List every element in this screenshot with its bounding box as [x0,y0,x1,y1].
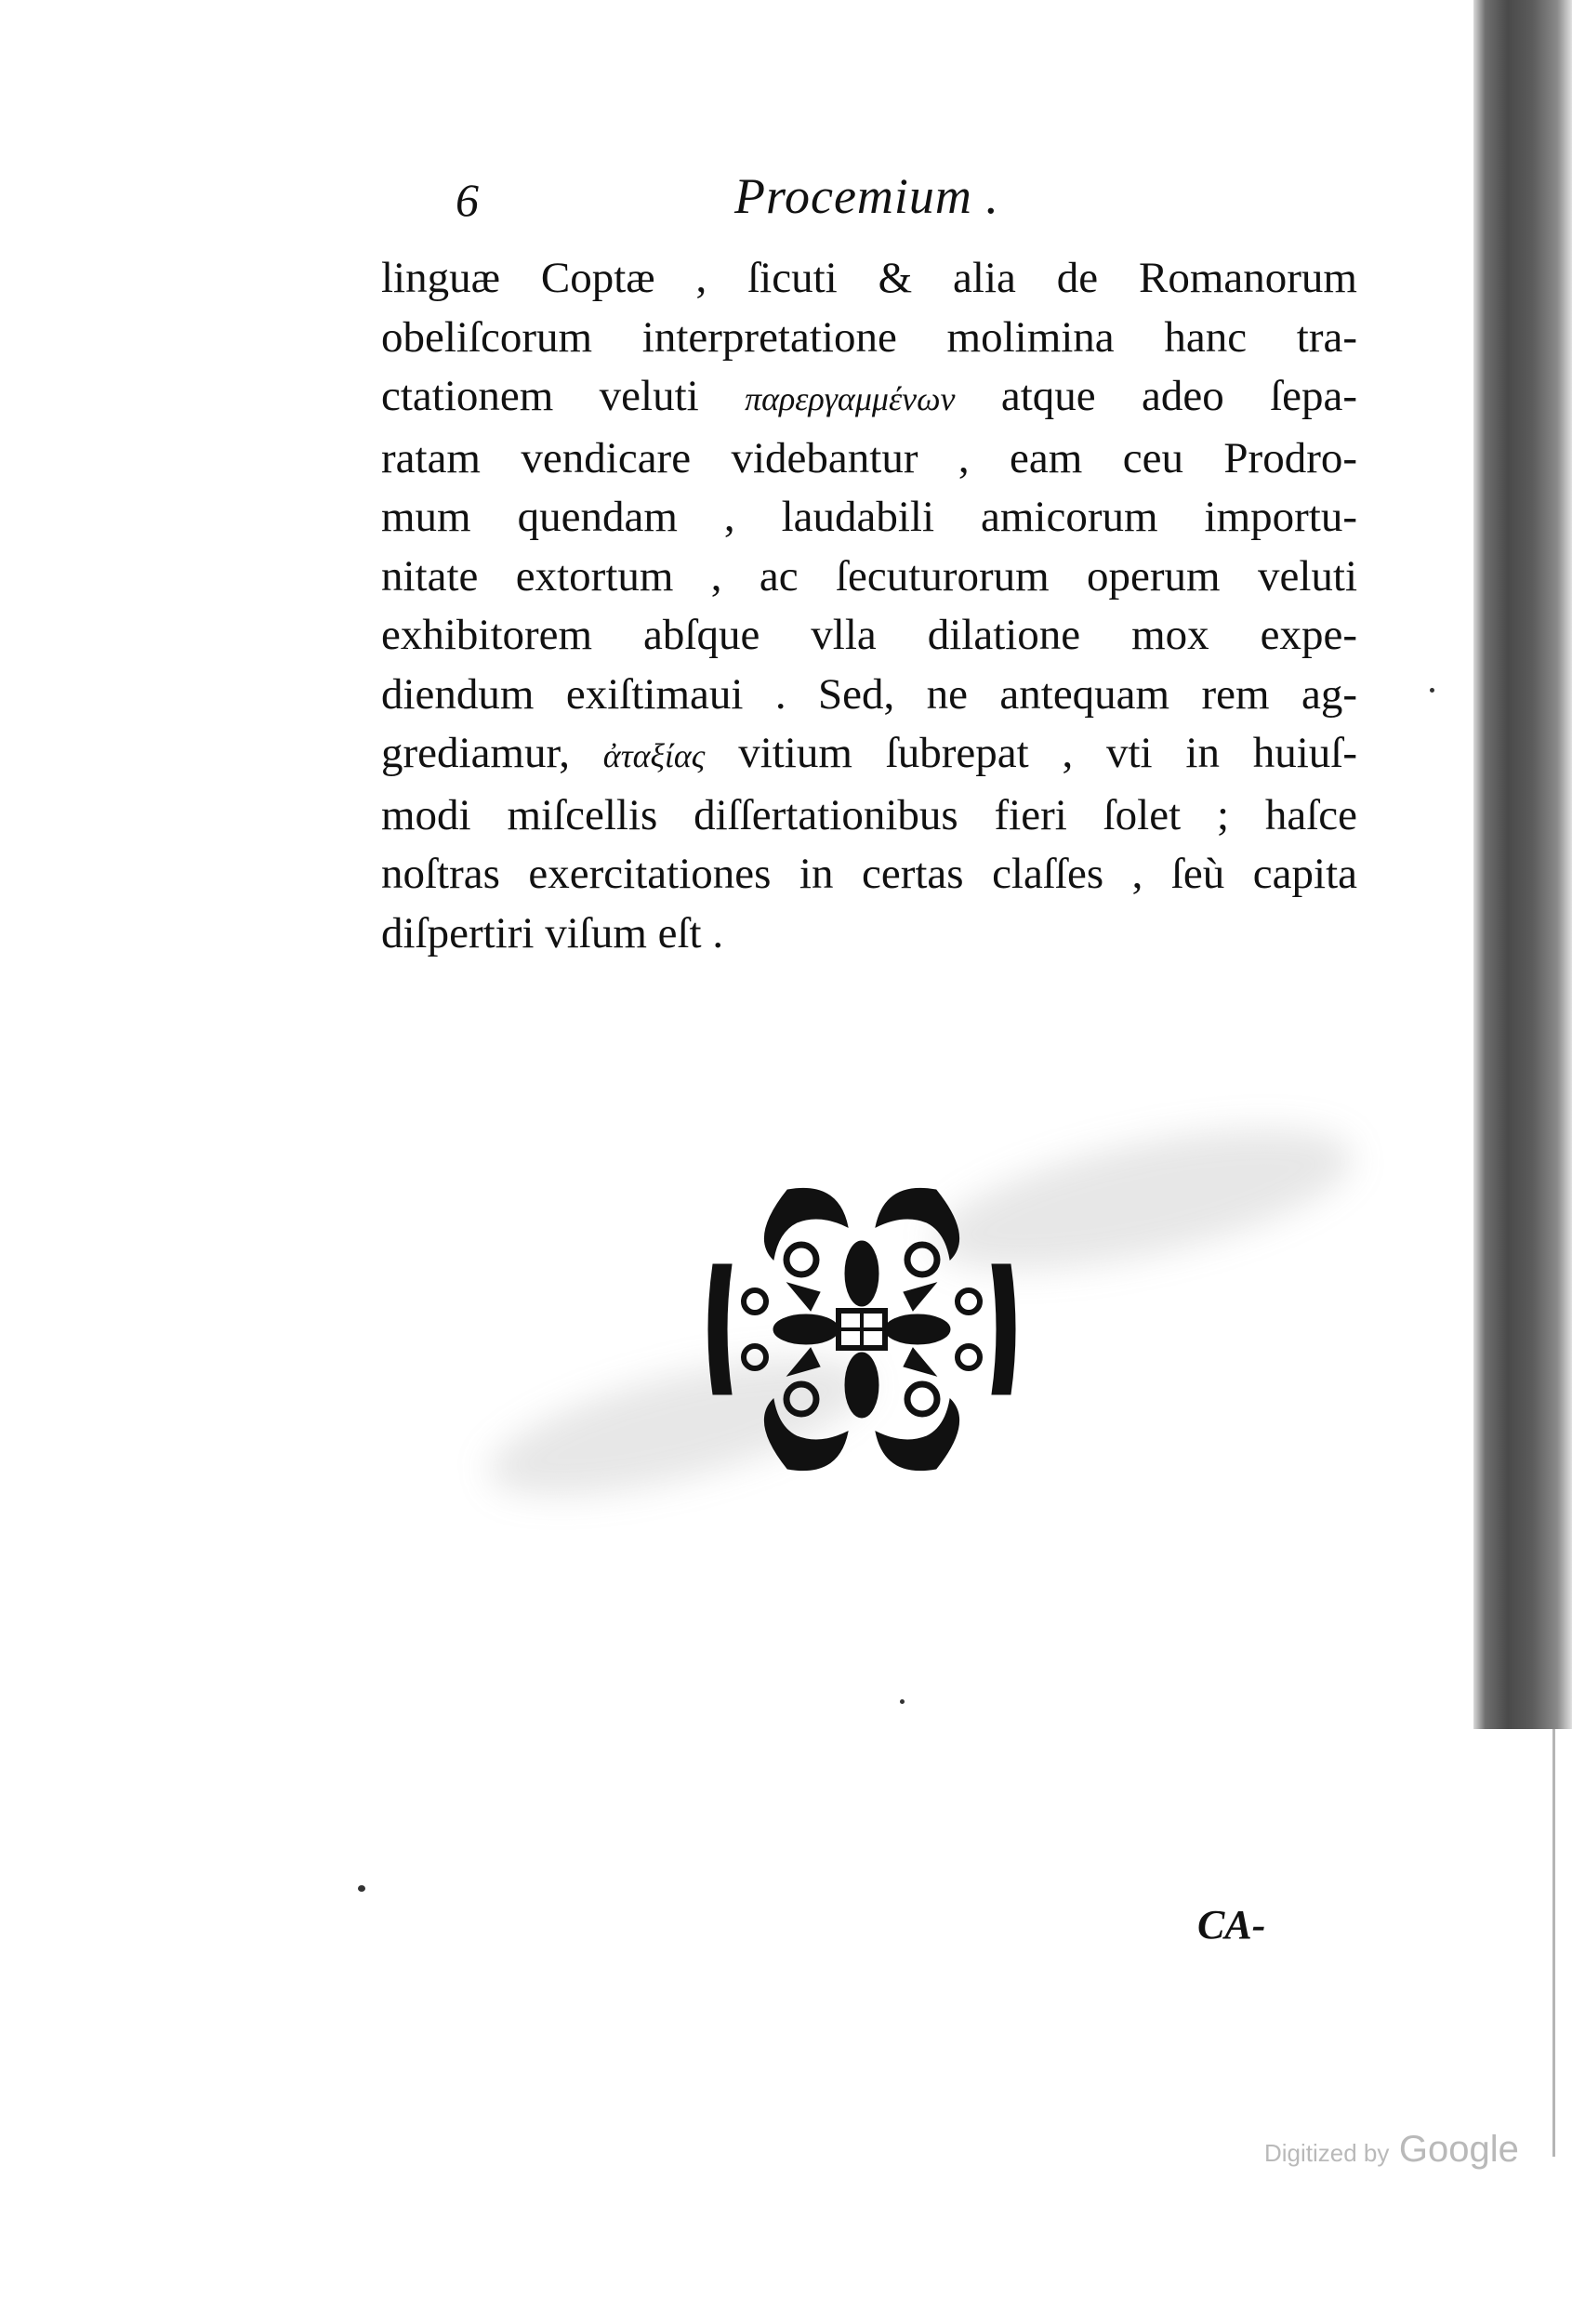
book-edge-tail [1552,1729,1555,2157]
floral-fleuron-ornament-icon [699,1171,1024,1487]
running-title: Procemium . [734,168,999,224]
text-line: ctationem veluti παρεργαμμένων atque adeo ſepa- [381,372,1358,420]
watermark-brand: Google [1398,2129,1519,2170]
text-line: obeliſcorum interpretatione molimina hanc tra- [381,312,1357,362]
text-line: grediamur, ἀταξίας vitium ſubrepat , vti in huiuſ- [381,729,1357,777]
text-line: exhibitorem abſque vlla dilatione mox expe- [381,611,1357,659]
google-watermark [1264,2129,1519,2171]
watermark-prefix: Digitized by [1264,2139,1390,2167]
greek-word: παρεργαμμένων [745,380,956,417]
text-line: linguæ Coptæ , ſicuti & alia de Romanorum [381,254,1357,302]
text-line: nitate extortum , ac ſecuturorum operum veluti [381,551,1357,601]
book-edge-shadow [1473,0,1572,1729]
page-number: 6 [456,174,479,226]
page-header [437,167,1032,232]
text-line: noſtras exercitationes in certas claſſes , ſeù capita [381,850,1357,898]
dust-speck [1430,688,1434,693]
text-line: ratam vendicare videbantur , eam ceu Prodro- [381,433,1357,482]
body-text [381,249,1357,963]
catchword: CA- [1197,1902,1266,1948]
text-line: diſpertiri viſum eſt . [381,908,724,957]
greek-word: ἀταξίας [602,737,706,774]
dust-speck [900,1699,905,1704]
text-line: mum quendam , laudabili amicorum importu- [381,493,1357,541]
dust-speck [358,1885,365,1892]
text-line: diendum exiſtimaui . Sed, ne antequam rem ag- [381,669,1357,719]
text-line: modi miſcellis diſſertationibus fieri ſolet ; haſce [381,790,1357,839]
